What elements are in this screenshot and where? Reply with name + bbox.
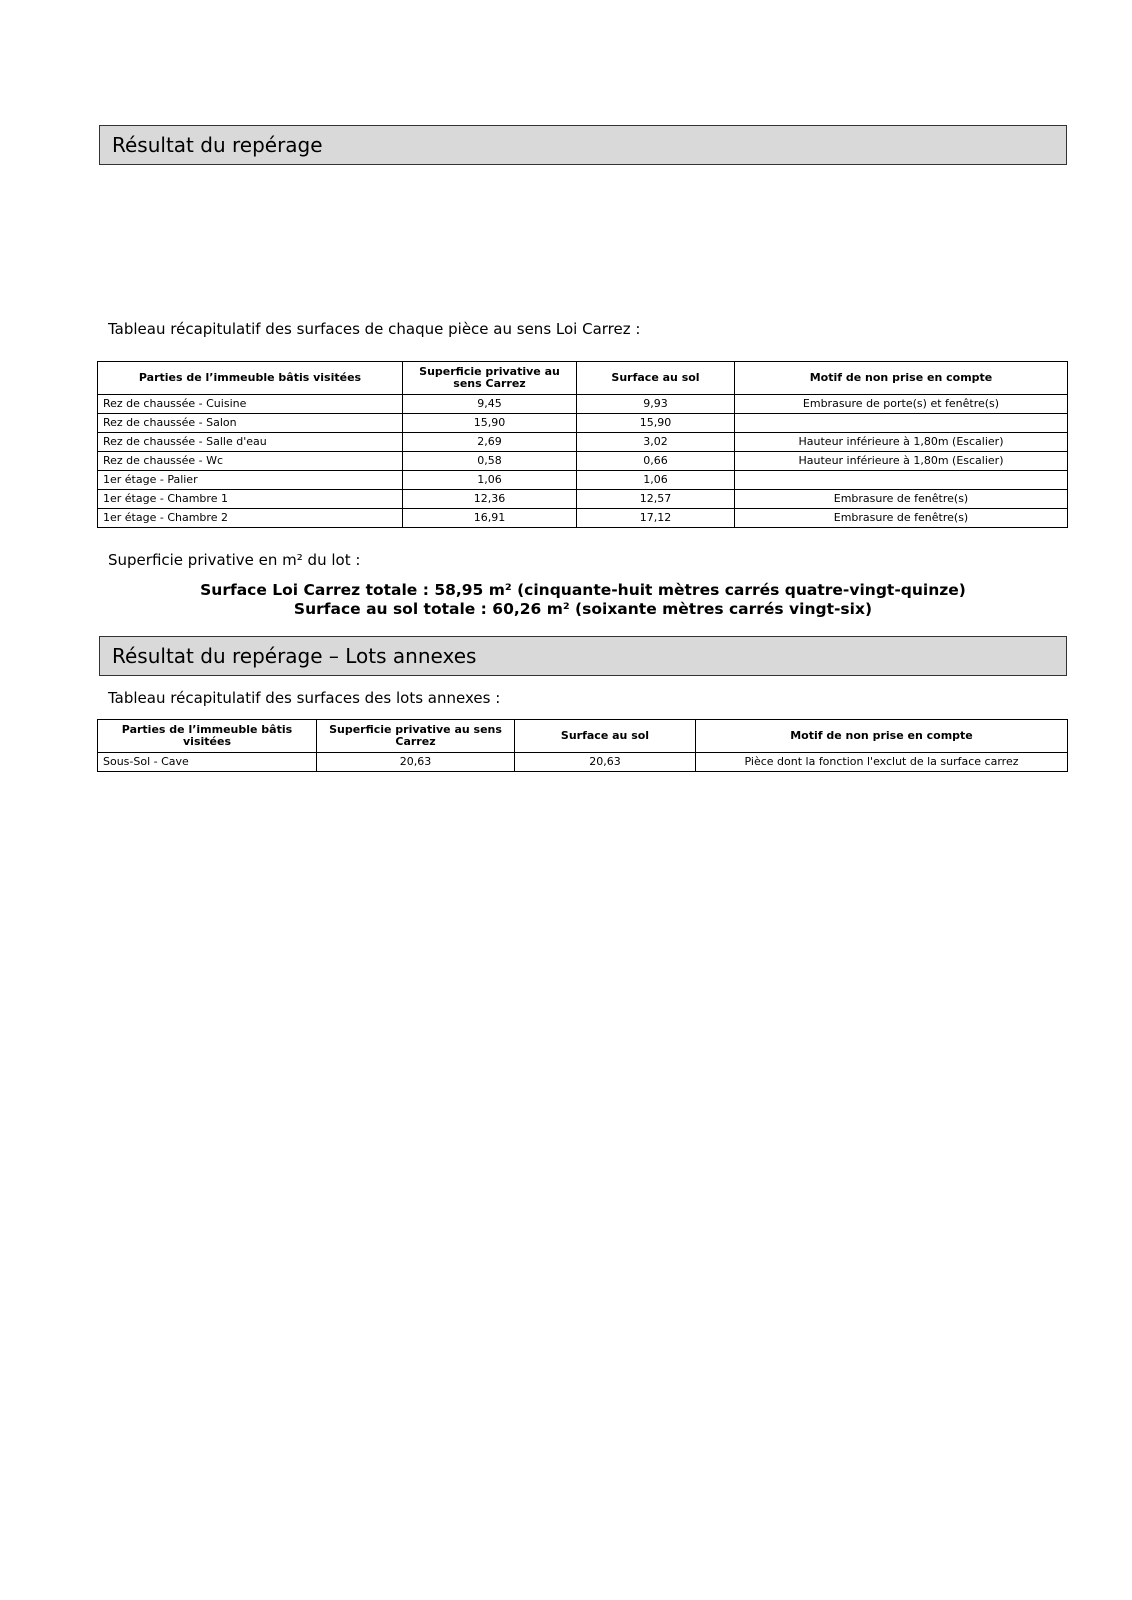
motif-cell: Embrasure de fenêtre(s) [735, 509, 1068, 528]
motif-cell: Hauteur inférieure à 1,80m (Escalier) [735, 452, 1068, 471]
table-row [98, 471, 1068, 490]
sol-cell: 20,63 [515, 753, 696, 772]
total-sol: Surface au sol totale : 60,26 m² (soixante mètres carrés vingt-six) [293, 600, 873, 618]
room-cell: Rez de chaussée - Wc [98, 452, 403, 471]
carrez-cell: 9,45 [403, 395, 577, 414]
room-cell: 1er étage - Palier [98, 471, 403, 490]
table-row [98, 414, 1068, 433]
section-title-resultat: Résultat du repérage [99, 125, 1067, 165]
table-header-row [98, 362, 1068, 395]
room-cell: Rez de chaussée - Salon [98, 414, 403, 433]
carrez-cell: 12,36 [403, 490, 577, 509]
sol-cell: 1,06 [577, 471, 735, 490]
table-header-row [98, 720, 1068, 753]
table-row [98, 433, 1068, 452]
room-cell: 1er étage - Chambre 1 [98, 490, 403, 509]
lot-surface-label: Superficie privative en m² du lot : [108, 551, 361, 569]
table-intro-annexes: Tableau récapitulatif des surfaces des lots annexes : [108, 689, 501, 707]
carrez-cell: 0,58 [403, 452, 577, 471]
carrez-cell: 15,90 [403, 414, 577, 433]
column-header: Superficie privative au sens Carrez [403, 362, 577, 395]
table-row [98, 395, 1068, 414]
sol-cell: 15,90 [577, 414, 735, 433]
table-intro-carrez: Tableau récapitulatif des surfaces de chaque pièce au sens Loi Carrez : [108, 320, 641, 338]
motif-cell: Hauteur inférieure à 1,80m (Escalier) [735, 433, 1068, 452]
carrez-cell: 20,63 [317, 753, 515, 772]
sol-cell: 3,02 [577, 433, 735, 452]
motif-cell [735, 414, 1068, 433]
sol-cell: 0,66 [577, 452, 735, 471]
column-header: Motif de non prise en compte [735, 362, 1068, 395]
table-row [98, 452, 1068, 471]
totals-block [99, 581, 1067, 619]
annexes-surface-table [97, 719, 1068, 772]
sol-cell: 9,93 [577, 395, 735, 414]
carrez-cell: 1,06 [403, 471, 577, 490]
carrez-cell: 2,69 [403, 433, 577, 452]
column-header: Motif de non prise en compte [696, 720, 1068, 753]
column-header: Parties de l’immeuble bâtis visitées [98, 720, 317, 753]
total-carrez: Surface Loi Carrez totale : 58,95 m² (cinquante-huit mètres carrés quatre-vingt-quinze) [200, 581, 966, 599]
table-row [98, 753, 1068, 772]
table-row [98, 490, 1068, 509]
sol-cell: 17,12 [577, 509, 735, 528]
column-header: Superficie privative au sens Carrez [317, 720, 515, 753]
table-row [98, 509, 1068, 528]
room-cell: Rez de chaussée - Salle d'eau [98, 433, 403, 452]
motif-cell: Embrasure de fenêtre(s) [735, 490, 1068, 509]
column-header: Surface au sol [577, 362, 735, 395]
carrez-surface-table [97, 361, 1068, 528]
room-cell: Sous-Sol - Cave [98, 753, 317, 772]
column-header: Surface au sol [515, 720, 696, 753]
motif-cell: Pièce dont la fonction l'exclut de la surface carrez [696, 753, 1068, 772]
motif-cell [735, 471, 1068, 490]
sol-cell: 12,57 [577, 490, 735, 509]
section-title-lots-annexes: Résultat du repérage – Lots annexes [99, 636, 1067, 676]
motif-cell: Embrasure de porte(s) et fenêtre(s) [735, 395, 1068, 414]
carrez-cell: 16,91 [403, 509, 577, 528]
room-cell: Rez de chaussée - Cuisine [98, 395, 403, 414]
column-header: Parties de l’immeuble bâtis visitées [98, 362, 403, 395]
room-cell: 1er étage - Chambre 2 [98, 509, 403, 528]
